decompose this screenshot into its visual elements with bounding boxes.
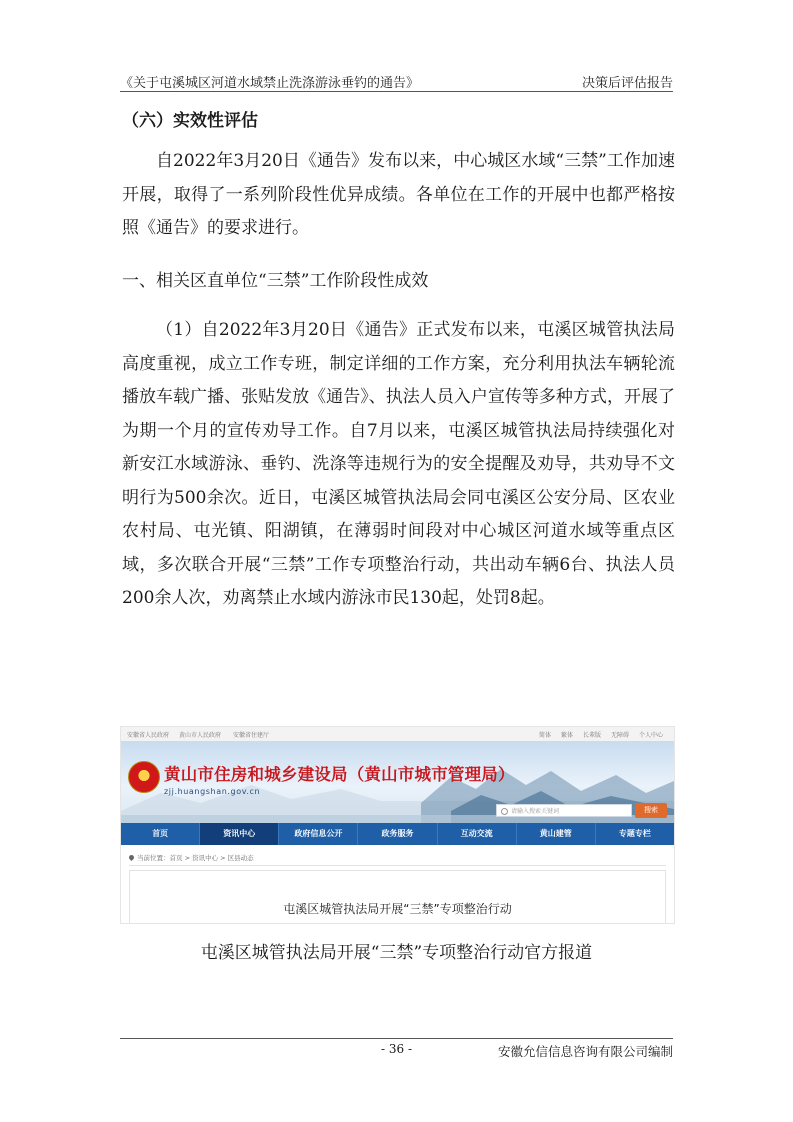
topbar-link: 个人中心: [639, 732, 664, 739]
nav-item: 政府信息公开: [279, 823, 358, 845]
search-button: 搜索: [635, 803, 667, 818]
nav-item: 政务服务: [358, 823, 437, 845]
topbar-link: 简体: [539, 732, 552, 739]
search-placeholder: 请输入搜索关键词: [511, 808, 560, 815]
national-emblem-icon: [128, 761, 160, 793]
breadcrumb-text: 当前位置：首页 > 资讯中心 > 区县动态: [137, 854, 254, 862]
topbar-link: 繁体: [561, 732, 574, 739]
website-url: zjj.huangshan.gov.cn: [164, 787, 261, 796]
page-number: - 36 -: [380, 1042, 412, 1056]
paragraph-detail: （1）自2022年3月20日《通告》正式发布以来，屯溪区城管执法局高度重视，成立工作专班，制定详细的工作方案，充分利用执法车辆轮流播放车载广播、张贴发放《通告》、执法人员入户宣传等多种方式，开展了为期一个月的宣传劝导工作。自7月以来，屯溪区城管执法局持续强化对新安江水域游泳、垂钓、洗涤等违规行为的安全提醒及劝导，共劝导不文明行为500余次。近日，屯溪区城管执法局会同屯溪区公安分局、区农业农村局、屯光镇、阳湖镇，在薄弱时间段对中心城区河道水域等重点区域，多次联合开展“三禁”工作专项整治行动，共出动车辆6台、执法人员200余人次，劝离禁止水域内游泳市民130起，处罚8起。: [122, 320, 675, 608]
running-header-title: 《关于屯溪城区河道水域禁止洗涤游泳垂钓的通告》: [120, 76, 420, 91]
section-title: （六）实效性评估: [122, 111, 258, 131]
nav-item-active: 资讯中心: [200, 823, 279, 845]
topbar-link: 黄山市人民政府: [179, 732, 222, 739]
topbar-link: 长辈版: [583, 732, 602, 739]
search-icon: [501, 808, 508, 815]
website-topbar: [121, 727, 674, 742]
article-title: 屯溪区城管执法局开展“三禁”专项整治行动: [283, 902, 512, 916]
topbar-link: 无障碍: [611, 732, 630, 739]
website-title: 黄山市住房和城乡建设局（黄山市城市管理局）: [164, 765, 515, 784]
location-pin-icon: [128, 854, 135, 861]
footer-publisher: 安徽允信信息咨询有限公司编制: [497, 1044, 673, 1059]
breadcrumb-divider: [129, 865, 666, 866]
subheading: 一、相关区直单位“三禁”工作阶段性成效: [122, 271, 429, 291]
figure-caption: 屯溪区城管执法局开展“三禁”专项整治行动官方报道: [200, 943, 593, 963]
running-header-report: 决策后评估报告: [581, 76, 673, 91]
breadcrumb: [129, 853, 254, 862]
embedded-website-screenshot: [120, 726, 675, 924]
paragraph-intro: 自2022年3月20日《通告》发布以来，中心城区水域“三禁”工作加速开展，取得了一系列阶段性优异成绩。各单位在工作的开展中也都严格按照《通告》的要求进行。: [122, 151, 675, 238]
topbar-link: 安徽省人民政府: [127, 732, 170, 739]
header-divider: [120, 91, 673, 92]
footer-divider: [120, 1038, 673, 1039]
website-banner: [121, 741, 674, 823]
nav-item: 黄山建管: [517, 823, 596, 845]
nav-item: 互动交流: [438, 823, 517, 845]
nav-item: 首页: [121, 823, 200, 845]
topbar-link: 安徽省住建厅: [233, 732, 270, 739]
nav-item: 专题专栏: [618, 829, 651, 838]
website-nav: [121, 823, 674, 845]
search-input: [496, 804, 632, 817]
